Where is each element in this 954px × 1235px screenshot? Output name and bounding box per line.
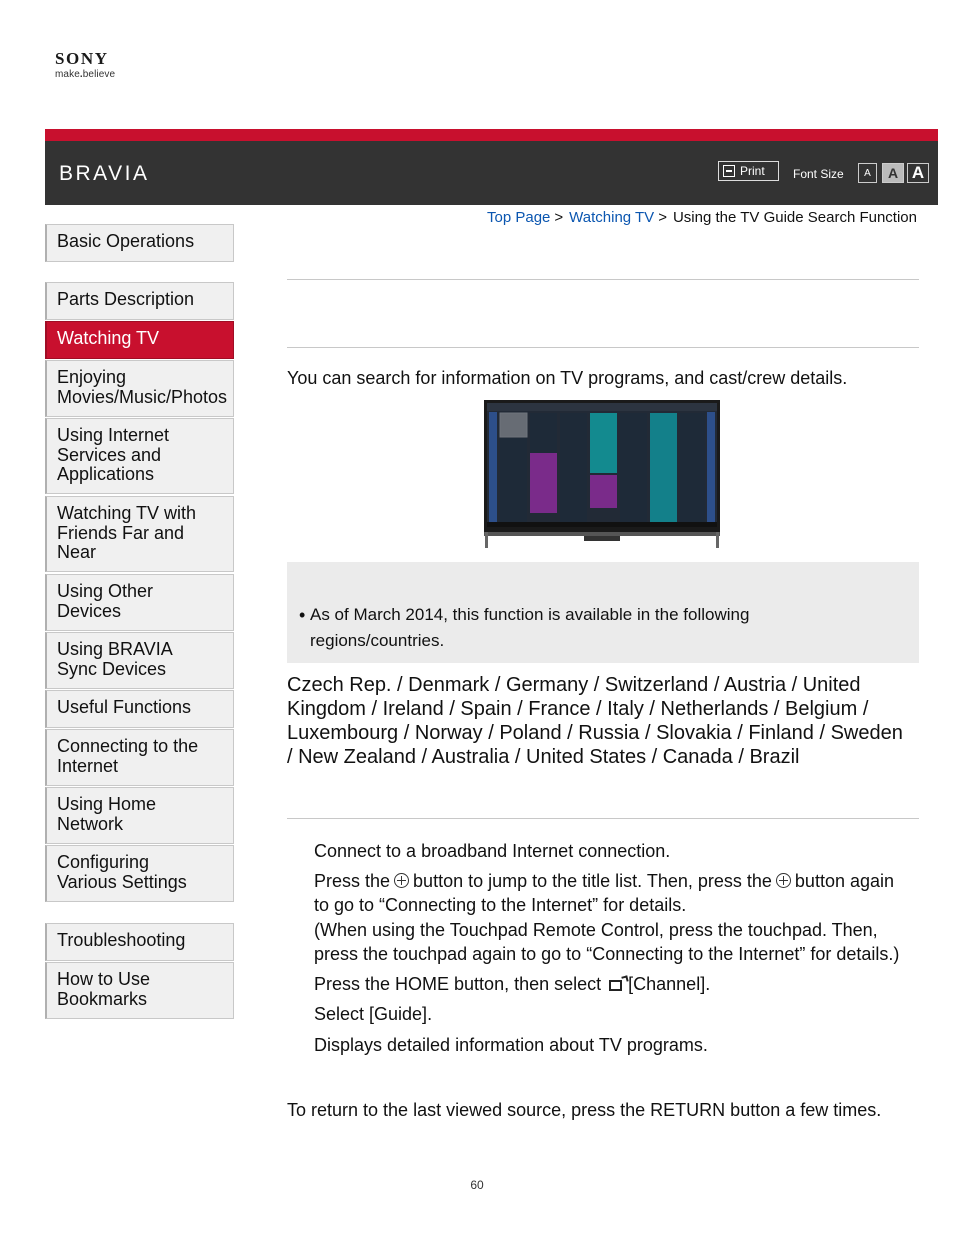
font-size-small-button[interactable]: A	[858, 163, 877, 183]
breadcrumb-separator: >	[658, 209, 667, 226]
sidebar-item-friends-far-near[interactable]: Watching TV with Friends Far and Near	[45, 496, 234, 572]
step-3-text-a: Press the HOME button, then select	[314, 973, 602, 994]
print-button[interactable]	[718, 161, 779, 181]
sidebar-item-parts-description[interactable]: Parts Description	[45, 282, 234, 320]
step-2-text-b: button to jump to the title list. Then, press the	[413, 870, 772, 891]
breadcrumb-separator: >	[554, 209, 564, 226]
brand-name: SONY	[55, 49, 109, 68]
sidebar-item-connecting-internet[interactable]: Connecting to the Internet	[45, 729, 234, 786]
font-size-medium-button[interactable]: A	[882, 163, 904, 183]
print-label: Print	[740, 164, 765, 178]
divider	[287, 818, 919, 819]
sidebar-item-watching-tv[interactable]: Watching TV	[45, 321, 234, 359]
step-2-text-a: Press the	[314, 870, 391, 891]
sidebar-item-bravia-sync[interactable]: Using BRAVIA Sync Devices	[45, 632, 234, 689]
enter-button-icon	[394, 873, 409, 888]
sidebar-item-bookmarks[interactable]: How to Use Bookmarks	[45, 962, 234, 1019]
intro-text: You can search for information on TV programs, and cast/crew details.	[287, 368, 848, 388]
header-accent-bar	[45, 129, 938, 141]
breadcrumb-top-page[interactable]: Top Page	[487, 209, 551, 226]
sidebar-item-configuring-settings[interactable]: Configuring Various Settings	[45, 845, 234, 902]
note-text: • As of March 2014, this function is available in the following regions/countries.	[299, 602, 850, 654]
sidebar-item-basic-operations[interactable]: Basic Operations	[45, 224, 234, 262]
sidebar-item-enjoying-movies[interactable]: Enjoying Movies/Music/Photos	[45, 360, 234, 417]
step-5: Displays detailed information about TV programs.	[314, 1034, 708, 1055]
sidebar-item-other-devices[interactable]: Using Other Devices	[45, 574, 234, 631]
brand-tagline: make.believe	[55, 69, 116, 80]
return-note: To return to the last viewed source, press the RETURN button a few times.	[287, 1100, 882, 1120]
country-list: Czech Rep. / Denmark / Germany / Switzerland / Austria / United Kingdom / Ireland / Spain / France / Italy / Netherlands / Belgium / Luxembourg / Norway / Poland / Russia / Slovakia / Finland / Sweden / New Zealand / Australia / United States / Canada / Brazil	[287, 674, 903, 768]
step-3-text-b: [Channel].	[628, 973, 711, 994]
enter-button-icon	[776, 873, 791, 888]
channel-icon	[609, 980, 622, 991]
step-2-text-d: (When using the Touchpad Remote Control, press the touchpad. Then, press the touchpad again to go to “Connecting to the Internet” for details.)	[314, 919, 900, 964]
sidebar-item-useful-functions[interactable]: Useful Functions	[45, 690, 234, 728]
font-size-label: Font Size	[793, 167, 844, 181]
divider	[287, 279, 919, 280]
header-bar	[45, 141, 938, 205]
sony-logo	[55, 49, 116, 80]
breadcrumb-watching-tv[interactable]: Watching TV	[569, 209, 655, 226]
sidebar-item-troubleshooting[interactable]: Troubleshooting	[45, 923, 234, 961]
note-box	[287, 562, 919, 663]
product-title: BRAVIA	[59, 162, 150, 185]
step-1: Connect to a broadband Internet connection.	[314, 841, 671, 861]
page-number: 60	[470, 1178, 484, 1192]
print-icon	[723, 165, 735, 177]
step-2-text-c: button again to go to “Connecting to the Internet” for details.	[314, 870, 895, 915]
tagline-word-2: believe	[82, 69, 116, 80]
sidebar-item-internet-services[interactable]: Using Internet Services and Applications	[45, 418, 234, 494]
breadcrumb-current: Using the TV Guide Search Function	[672, 209, 917, 226]
steps	[314, 839, 914, 1057]
step-3	[314, 972, 914, 997]
divider	[287, 347, 919, 348]
step-2	[314, 869, 914, 967]
sidebar-item-home-network[interactable]: Using Home Network	[45, 787, 234, 844]
font-size-large-button[interactable]: A	[907, 163, 929, 183]
step-4: Select [Guide].	[314, 1004, 433, 1024]
tagline-word-1: make	[55, 69, 80, 80]
tv-guide-illustration	[484, 400, 720, 548]
breadcrumb	[487, 209, 917, 226]
